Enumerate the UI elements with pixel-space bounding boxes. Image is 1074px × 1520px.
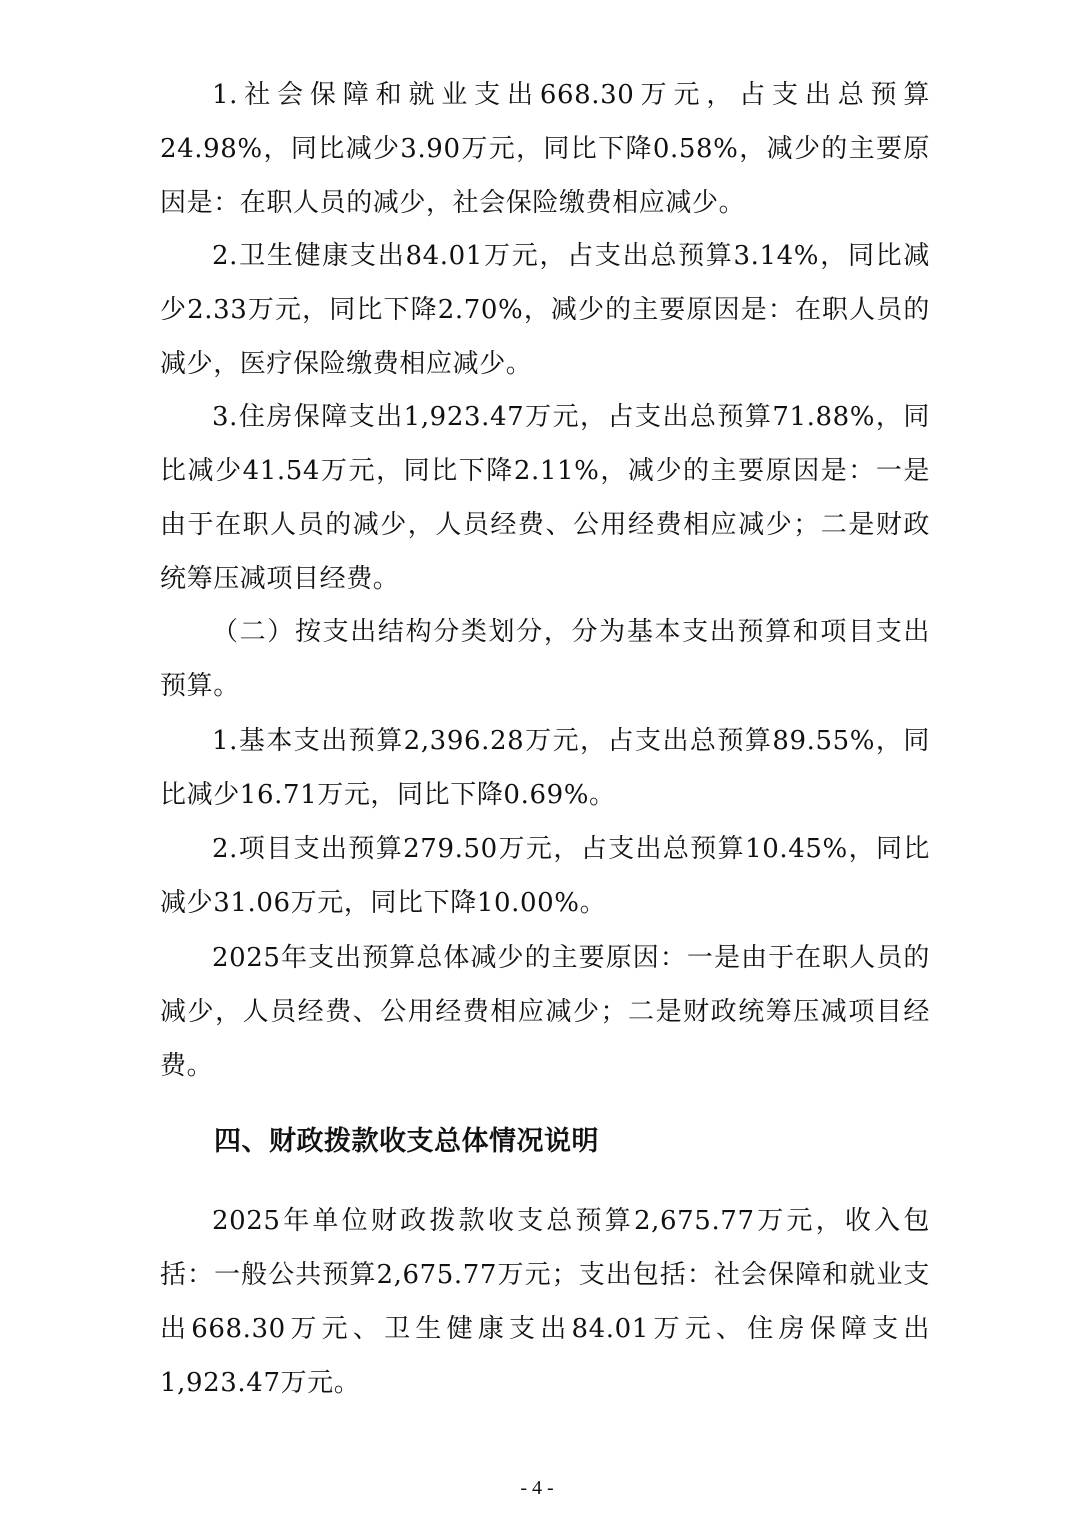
paragraph-basic-expenditure: 1.基本支出预算2,396.28万元，占支出总预算89.55%，同比减少16.71万元，同比下降0.69%。	[160, 726, 930, 810]
page-number: - 4 -	[520, 1477, 554, 1499]
paragraph-health: 2.卫生健康支出84.01万元，占支出总预算3.14%，同比减少2.33万元，同比下降2.70%，减少的主要原因是：在职人员的减少，医疗保险缴费相应减少。	[160, 241, 930, 379]
section-heading: 四、财政拨款收支总体情况说明	[214, 1126, 599, 1157]
paragraph-housing: 3.住房保障支出1,923.47万元，占支出总预算71.88%，同比减少41.54万元，同比下降2.11%，减少的主要原因是：一是由于在职人员的减少，人员经费、公用经费相应减少；二是财政统筹压减项目经费。	[160, 402, 930, 594]
paragraph-project-expenditure: 2.项目支出预算279.50万元，占支出总预算10.45%，同比减少31.06万元，同比下降10.00%。	[160, 834, 930, 918]
paragraph-fiscal-appropriation: 2025年单位财政拨款收支总预算2,675.77万元，收入包括：一般公共预算2,675.77万元；支出包括：社会保障和就业支出668.30万元、卫生健康支出84.01万元、住房保障支出1,923.47万元。	[160, 1206, 930, 1398]
paragraph-social-security: 1.社会保障和就业支出668.30万元，占支出总预算24.98%，同比减少3.90万元，同比下降0.58%，减少的主要原因是：在职人员的减少，社会保险缴费相应减少。	[160, 80, 930, 218]
paragraph-expenditure-structure: （二）按支出结构分类划分，分为基本支出预算和项目支出预算。	[160, 617, 930, 701]
paragraph-overall-reason: 2025年支出预算总体减少的主要原因：一是由于在职人员的减少，人员经费、公用经费相应减少；二是财政统筹压减项目经费。	[160, 943, 930, 1081]
